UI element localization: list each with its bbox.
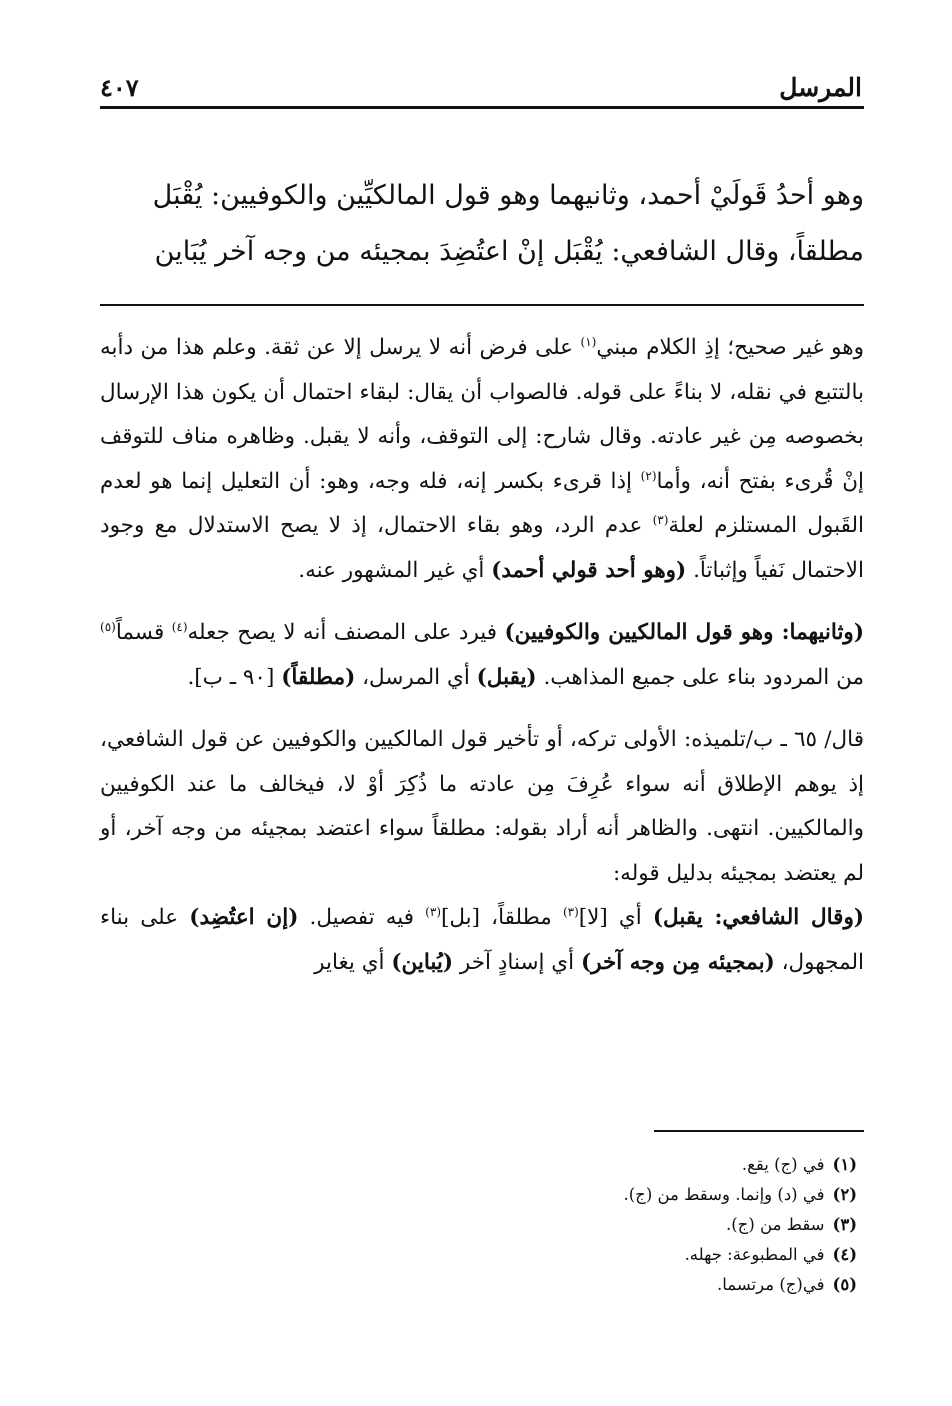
footnote-number: (٤) [832, 1245, 857, 1264]
header-rule [100, 106, 864, 109]
text: أي غير المشهور عنه. [298, 557, 492, 583]
footnote-ref: (٣) [652, 512, 669, 527]
quoted-matn: (وهو أحد قولي أحمد) [491, 557, 687, 583]
quoted-matn: (يقبل) [476, 664, 537, 690]
footnote-number: (٥) [832, 1275, 857, 1294]
footnote-text: في (ج) يقع. [741, 1155, 825, 1174]
footnote [100, 1180, 857, 1210]
footnote-rule [654, 1130, 864, 1132]
text: عدم الرد، وهو بقاء الاحتمال، إذ لا يصح الاستدلال مع وجود الاحتمال نَفياً وإثباتاً. [100, 513, 864, 583]
quoted-matn: (بمجيئه مِن وجه آخر) [580, 949, 775, 975]
commentary-paragraph-3: قال/ ٦٥ ـ ب/تلميذه: الأولى تركه، أو تأخير قول المالكيين والكوفيين عن قول الشافعي، إذ يوهم الإطلاق أنه سواء عُرِفَ مِن عادته ما ذُكِرَ أوْ لا، فيخالف ما عند الكوفيين والمالكيين. انتهى. والظاهر أنه أراد بقوله: مطلقاً سواء اعتضد بمجيئه من وجه آخر، أو لم يعتضد بمجيئه بدليل قوله: [100, 727, 864, 886]
text: إذا قرىء بكسر إنه، فله وجه، وهو: أن التعليل إنما هو لعدم القَبول المستلزم لعلة [100, 468, 864, 538]
main-text [100, 168, 864, 280]
footnote-ref: (٣) [562, 904, 579, 919]
commentary-paragraph-2 [100, 611, 864, 700]
footnotes [100, 1150, 857, 1300]
main-line-2: مطلقاً، وقال الشافعي: يُقْبَل إنْ اعتُضِدَ بمجيئه من وجه آخر يُبَاين [154, 236, 864, 267]
text: أي إسنادٍ آخر [453, 949, 581, 975]
text: أي [لا] [578, 905, 653, 930]
text: من المردود بناء على جميع المذاهب. [536, 664, 864, 690]
text: [٩٠ ـ ب]. [187, 664, 282, 690]
text: فيه تفصيل. [298, 905, 426, 930]
main-line-1: وهو أحدُ قَولَيْ أحمد، وثانيهما وهو قول المالكيِّين والكوفيين: يُقْبَل [152, 180, 864, 211]
text: أي يغاير [314, 949, 392, 975]
footnote-ref: (٢) [640, 468, 657, 483]
footnote-text: في(ج) مرتسما. [717, 1275, 825, 1294]
text: أي المرسل، [355, 664, 477, 690]
footnote-text: سقط من (ج). [726, 1215, 825, 1234]
footnote-number: (١) [832, 1155, 857, 1174]
footnote-number: (٣) [832, 1215, 857, 1234]
commentary-paragraph-4 [100, 896, 864, 985]
quoted-matn: (وقال الشافعي: يقبل) [652, 905, 865, 930]
footnote-text: في المطبوعة: جهله. [684, 1245, 825, 1264]
footnote-ref: (٤) [171, 619, 188, 634]
footnote-number: (٢) [832, 1185, 857, 1204]
footnote [100, 1240, 857, 1270]
text: على فرض أنه لا يرسل إلا عن ثقة. وعلم هذا من دأبه بالتتبع في نقله، لا بناءً على قوله. فالصواب أن يقال: لبقاء احتمال أن يكون هذا الإرسال بخصوصه مِن غير عادته. وقال شارح: إلى التوقف، وأنه لا يقبل. وظاهره مناف للتوقف إنْ قُرىء بفتح أنه، وأما [100, 335, 864, 494]
footnote-ref: (٣) [425, 904, 441, 919]
quoted-matn: (يُباين) [391, 949, 454, 975]
text: على بناء المجهول، [100, 905, 864, 975]
commentary [100, 326, 864, 985]
page-number: ٤٠٧ [100, 73, 139, 102]
quoted-matn: (مطلقاً) [281, 664, 356, 690]
text: قسماً [115, 620, 172, 645]
footnote-ref: (٥) [100, 619, 116, 634]
footnote [100, 1150, 857, 1180]
footnote [100, 1210, 857, 1240]
text: وهو غير صحيح؛ إذِ الكلام مبني [596, 335, 864, 360]
text: مطلقاً، [بل] [441, 905, 563, 930]
chapter-title: المرسل [779, 73, 862, 102]
footnote-text: في (د) وإنما. وسقط من (ج). [623, 1185, 825, 1204]
page-header [100, 62, 862, 102]
commentary-paragraph-1 [100, 326, 864, 593]
text-commentary-divider [100, 304, 864, 306]
quoted-matn: (إن اعتُضِد) [189, 905, 299, 930]
quoted-matn: (وثانيهما: وهو قول المالكيين والكوفيين) [504, 620, 864, 645]
footnote [100, 1270, 857, 1300]
footnote-ref: (١) [580, 334, 597, 349]
text: فيرد على المصنف أنه لا يصح جعله [187, 620, 505, 645]
